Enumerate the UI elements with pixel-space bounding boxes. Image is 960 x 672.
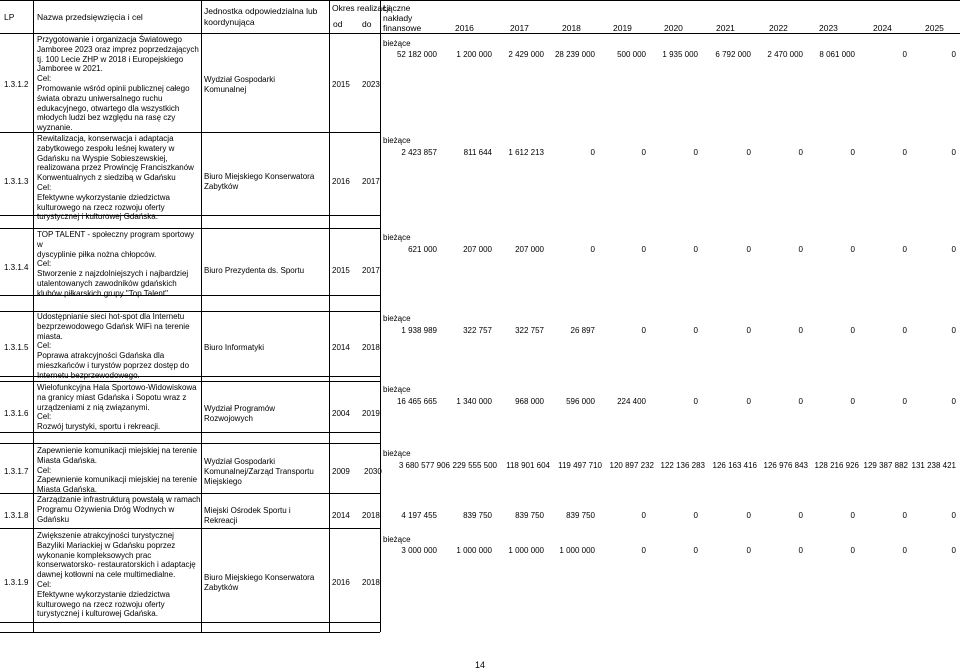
row-type: bieżące [383,136,411,145]
row-unit: Wydział Gospodarki Komunalnej/Zarząd Transportu Miejskiego [204,457,314,487]
row-values: 4 197 455 839 750 839 750 839 750 0 0 0 0 0 0 0 [401,511,956,520]
header-period: Okres realizacji [332,3,391,13]
row-description: Przygotowanie i organizacja Światowego Jamboree 2023 oraz imprez poprzedzających tj. 100 Lecie ZHP w 2018 i Europejskiego Jamboree w 2021. Cel: Promowanie wśród opinii publicznej całego świata obrazu uniwersalnego ruchu edukacyjnego, otwartego dla wszystkich młodych ludzi bez względu na rasę czy wyznanie. [37,35,199,133]
row-description: Wielofunkcyjna Hala Sportowo-Widowiskowa na granicy miast Gdańska i Sopotu wraz z urządzeniami z nią związanymi. Cel: Rozwój turystyki, sportu i rekreacji. [37,383,197,432]
header-year-2024: 2024 [873,23,892,33]
grid-line [0,0,960,1]
grid-line [0,432,380,433]
header-name: Nazwa przedsięwzięcia i cel [37,12,143,22]
row-type: bieżące [383,314,411,323]
grid-line [0,528,380,529]
header-total-line2: nakłady [383,13,413,23]
row-description: Zapewnienie komunikacji miejskiej na terenie Miasta Gdańska. Cel: Zapewnienie komunikacji miejskiej na terenie Miasta Gdańska. [37,446,198,495]
row-unit: Wydział Gospodarki Komunalnej [204,75,276,95]
row-unit: Biuro Miejskiego Konserwatora Zabytków [204,573,315,593]
grid-line [0,622,380,623]
header-year-2019: 2019 [613,23,632,33]
row-lp: 1.3.1.8 [4,511,29,520]
header-total-line3: finansowe [383,23,422,33]
header-year-2021: 2021 [716,23,735,33]
row-values: 2 423 857 811 644 1 612 213 0 0 0 0 0 0 0 0 [401,148,956,157]
row-values: 52 182 000 1 200 000 2 429 000 28 239 000 500 000 1 935 000 6 792 000 2 470 000 8 061 000 0 0 [396,50,956,59]
row-description: Zarządzanie infrastrukturą powstałą w ramach Programu Ożywienia Dróg Wodnych w Gdańsku [37,495,201,524]
row-from: 2016 [332,177,350,186]
row-from: 2009 [332,467,350,476]
grid-line [0,228,380,229]
header-year-2020: 2020 [664,23,683,33]
header-to: do [362,19,372,29]
header-year-2025: 2025 [925,23,944,33]
header-from: od [333,19,343,29]
row-to: 2018 [362,343,380,352]
row-from: 2014 [332,343,350,352]
row-lp: 1.3.1.2 [4,80,29,89]
row-values: 3 000 000 1 000 000 1 000 000 1 000 000 0 0 0 0 0 0 0 [401,546,956,555]
grid-line [0,443,380,444]
grid-line [201,0,202,632]
header-lp: LP [4,12,15,22]
row-values: 1 938 989 322 757 322 757 26 897 0 0 0 0 0 0 0 [401,326,956,335]
row-description: TOP TALENT - społeczny program sportowy w dyscyplinie piłka nożna chłopców. Cel: Stworzenie z najzdolniejszych i najbardziej utalentowanych zawodników gdańskich klubów piłkarskich grupy "Top Talent". [37,230,195,298]
row-from: 2014 [332,511,350,520]
header-year-2017: 2017 [510,23,529,33]
row-from: 2015 [332,266,350,275]
row-lp: 1.3.1.7 [4,467,29,476]
page-number: 14 [474,660,485,670]
grid-line [33,0,34,632]
row-values: 3 680 577 906 229 555 500 118 901 604 119 497 710 120 897 232 122 136 283 126 163 416 126 976 843 128 216 926 129 387 882 131 238 421 [398,461,956,470]
grid-line [0,632,380,633]
header-year-2022: 2022 [769,23,788,33]
grid-line [0,381,380,382]
row-to: 2017 [362,177,380,186]
row-to: 2018 [362,578,380,587]
row-to: 2030 [364,467,382,476]
row-type: bieżące [383,233,411,242]
row-lp: 1.3.1.6 [4,409,29,418]
row-description: Zwiększenie atrakcyjności turystycznej Bazyliki Mariackiej w Gdańsku poprzez wykonanie kompleksowych prac konserwatorsko- restauratorskich i adaptację dawnej kotłowni na cele multimedialne. Cel: Efektywne wykorzystanie dziedzictwa kulturowego na rzecz rozwoju oferty turystycznej i kulturowej Gdańska. [37,531,196,619]
row-values: 621 000 207 000 207 000 0 0 0 0 0 0 0 0 [408,245,956,254]
grid-line [0,33,960,34]
row-lp: 1.3.1.3 [4,177,29,186]
row-values: 16 465 665 1 340 000 968 000 596 000 224 400 0 0 0 0 0 0 [396,397,956,406]
header-year-2016: 2016 [455,23,474,33]
header-total-line1: Łączne [383,3,411,13]
header-year-2023: 2023 [819,23,838,33]
row-description: Rewitalizacja, konserwacja i adaptacja zabytkowego zespołu leśnej kwatery w Gdańsku na Wyspie Sobieszewskiej, realizowana przez Prowincję Franciszkanów Konwentualnych z siedzibą w Gdańsku Cel: Efektywne wykorzystanie dziedzictwa kulturowego na rzecz rozwoju oferty turystycznej i kulturowej Gdańska. [37,134,194,222]
row-to: 2023 [362,80,380,89]
row-type: bieżące [383,39,411,48]
row-lp: 1.3.1.5 [4,343,29,352]
row-from: 2016 [332,578,350,587]
row-to: 2019 [362,409,380,418]
header-year-2018: 2018 [562,23,581,33]
header-unit-line2: koordynująca [204,17,255,27]
row-type: bieżące [383,449,411,458]
row-unit: Miejski Ośrodek Sportu i Rekreacji [204,506,291,526]
row-unit: Wydział Programów Rozwojowych [204,404,276,424]
row-type: bieżące [383,535,411,544]
grid-line [380,0,381,632]
row-unit: Biuro Prezydenta ds. Sportu [204,266,305,275]
row-unit: Biuro Informatyki [204,343,265,352]
row-from: 2004 [332,409,350,418]
row-to: 2017 [362,266,380,275]
row-unit: Biuro Miejskiego Konserwatora Zabytków [204,172,315,192]
header-unit-line1: Jednostka odpowiedzialna lub [204,6,318,16]
row-to: 2018 [362,511,380,520]
row-lp: 1.3.1.4 [4,263,29,272]
row-lp: 1.3.1.9 [4,578,29,587]
row-type: bieżące [383,385,411,394]
row-description: Udostępnianie sieci hot-spot dla Internetu bezprzewodowego Gdańsk WiFi na terenie miasta. Cel: Poprawa atrakcyjności Gdańska dla mieszkańców i turystów poprzez dostęp do Internetu bezprzewodowego. [37,312,190,380]
row-from: 2015 [332,80,350,89]
